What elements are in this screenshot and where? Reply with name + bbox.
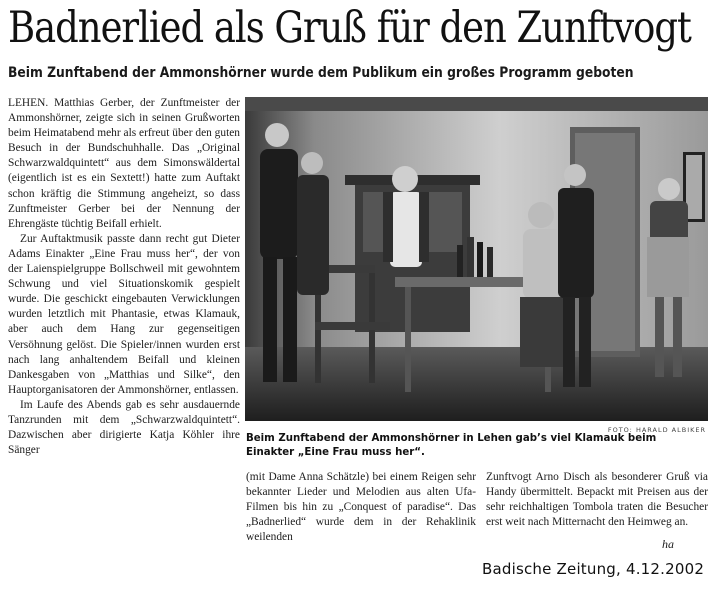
article-column-2 [246,470,476,545]
photo-credit: FOTO: HARALD ALBIKER [607,426,706,434]
photo-caption [246,432,708,460]
article-column-3 [486,470,708,530]
subheadline: Beim Zunftabend der Ammonshörner wurde dem Publikum ein großes Programm geboten [8,65,634,81]
article-photo [245,97,708,421]
article-column-1 [8,96,240,458]
caption-line-1: Beim Zunftabend der Ammonshörner in Lehen gab’s viel Klamauk beim [246,433,657,444]
paragraph-5: Zunftvogt Arno Disch als besonderer Gruß via Handy übermittelt. Bepackt mit Preisen aus der sehr reichhaltigen Tombola traten die Besucher erst weit nach Mitternacht den Heimweg an. [486,471,708,529]
paragraph-1: LEHEN. Matthias Gerber, der Zunftmeister der Ammonshörner, zeigte sich in seinen Grußworten beim Heimatabend mehr als erfreut über den guten Besuch in der Bundschuhhalle. Das „Original Schwarzwaldquintett“ aus dem Simonswäldertal (eigentlich ist es ein Sextett!) hatte zum Auftakt schon kräftig die Stimmung angeheizt, so dass Zunftmeister Gerber bei der Nennung der Ehrengäste tüchtig Beifall erhielt. [8,97,240,230]
paragraph-2: Zur Auftaktmusik passte dann recht gut Dieter Adams Einakter „Eine Frau muss her“, der von der Laienspielgruppe Bollschweil mit gewohntem Schwung und viel Situationskomik gespielt wurde. Die geschickt eingebauten Verwicklungen wurden letztlich mit Phantasie, etwas Klamauk, aber auch dem Hang zur gegenseitigen Versöhnung gelöst. Die Spieler/innen wurden erst nach lang anhaltendem Beifall und kleinen Dankesgaben von „Matthias und Silke“, den Hauptorganisatoren der Ammonshörner, entlassen. [8,232,240,396]
author-initials: ha [662,537,674,551]
stage-scene-image [245,97,708,421]
caption-line-2: Einakter „Eine Frau muss her“. [246,447,425,458]
paragraph-4: (mit Dame Anna Schätzle) bei einem Reigen sehr bekannter Lieder und Melodien aus alten Ufa- Filmen bis hin zu „Conquest of paradise“. Das „Badnerlied“ wurde dem in der Rehaklinik weilenden [246,471,476,544]
source-line: Badische Zeitung, 4.12.2002 [482,560,705,578]
paragraph-3: Im Laufe des Abends gab es sehr ausdauernde Tanzrunden mit dem „Schwarzwaldquintett“. Dazwischen aber dirigierte Katja Köhler ihre Sänger [8,398,240,457]
headline: Badnerlied als Gruß für den Zunftvogt [8,3,691,53]
